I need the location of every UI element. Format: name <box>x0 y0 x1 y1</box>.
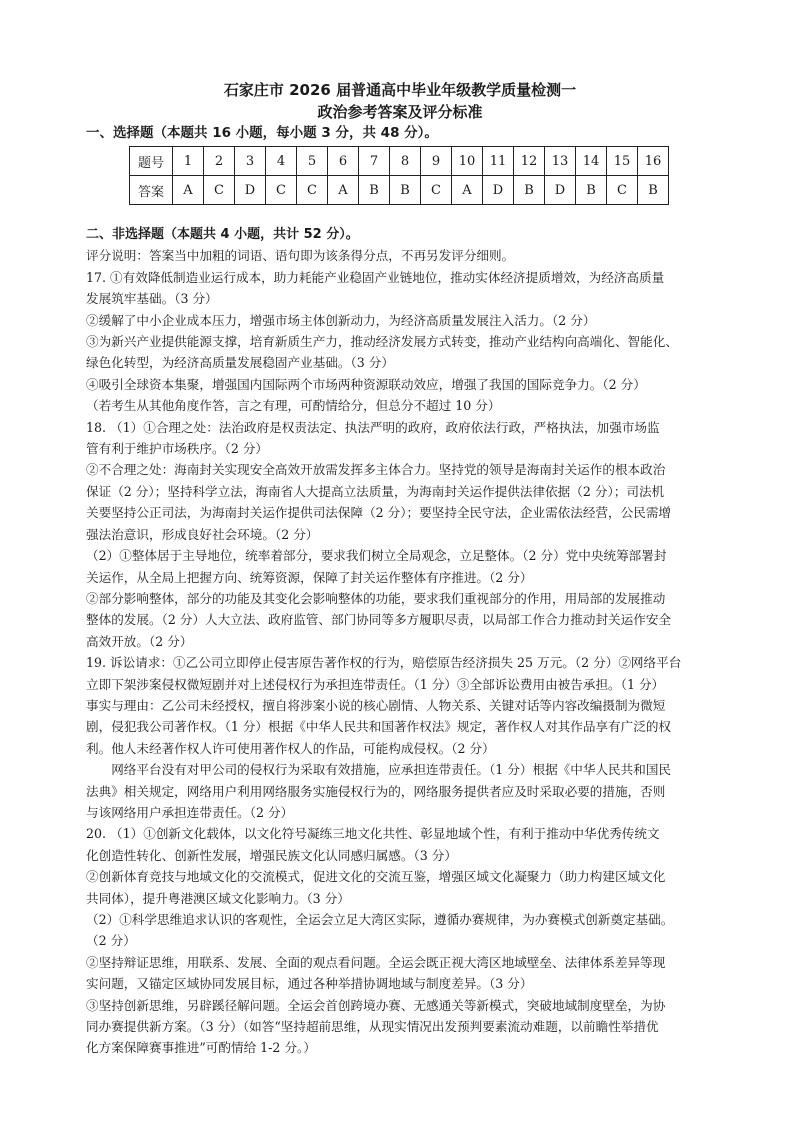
section1-heading: 一、选择题（本题共 16 小题，每小题 3 分，共 48 分）。 <box>86 125 438 141</box>
question-number-cell: 16 <box>638 147 669 176</box>
answer-cell: D <box>235 176 266 205</box>
text-line: 立即下架涉案侵权微短剧并对上述侵权行为承担连带责任。（1 分）③全部诉讼费用由被告承担。（1 分） <box>86 676 665 692</box>
section2-body <box>86 224 726 1059</box>
question-number-cell: 5 <box>297 147 328 176</box>
text-line: 化方案保障赛事推进”可酌情给 1-2 分。） <box>86 1040 316 1056</box>
text-line: 法典》相关规定，网络用户利用网络服务实施侵权行为的，网络服务提供者应及时采取必要的措施，否则 <box>86 783 666 799</box>
question-number-cell: 10 <box>452 147 483 176</box>
answer-cell: C <box>607 176 638 205</box>
question-number-cell: 2 <box>204 147 235 176</box>
document-title: 石家庄市 2026 届普通高中毕业年级教学质量检测一 <box>223 81 577 99</box>
question-number-cell: 3 <box>235 147 266 176</box>
answer-cell: A <box>173 176 204 205</box>
answer-cell: A <box>452 176 483 205</box>
answer-text-lines <box>86 245 726 1058</box>
text-line: 发展筑牢基础。（3 分） <box>86 291 218 307</box>
text-line: （若考生从其他角度作答，言之有理，可酌情给分，但总分不超过 10 分） <box>86 398 501 414</box>
question-number-cell: 6 <box>328 147 359 176</box>
text-line: 高效开放。（2 分） <box>86 633 193 649</box>
text-line: 与该网络用户承担连带责任。（2 分） <box>86 804 294 820</box>
text-line: 关要坚持公正司法，为海南封关运作提供司法保障（2 分）；要坚持全民守法，企业需依法经营，公民需增 <box>86 505 672 521</box>
question-number-cell: 1 <box>173 147 204 176</box>
answer-cell: B <box>514 176 545 205</box>
text-line: ②创新体育竞技与地域文化的交流模式，促进文化的交流互鉴，增强区域文化凝聚力（助力构建区域文化 <box>86 869 666 885</box>
text-line: 18. （1）①合理之处：法治政府是权责法定、执法严明的政府，政府依法行政，严格执法，加强市场监 <box>86 419 660 435</box>
text-line: （2）①整体居于主导地位，统率着部分，要求我们树立全局观念，立足整体。（2 分）党中央统筹部署封 <box>86 548 667 564</box>
answer-cell: C <box>204 176 235 205</box>
answer-cell: C <box>421 176 452 205</box>
text-line: 绿色化转型，为经济高质量发展稳固产业基础。（3 分） <box>86 355 394 371</box>
question-number-cell: 14 <box>576 147 607 176</box>
question-number-cell: 15 <box>607 147 638 176</box>
text-line: ②缓解了中小企业成本压力，增强市场主体创新动力，为经济高质量发展注入活力。（2 分） <box>86 312 596 328</box>
text-line: 网络平台没有对甲公司的侵权行为采取有效措施，应承担连带责任。（1 分）根据《中华人民共和国民 <box>111 762 672 778</box>
row-label-number: 题号 <box>130 147 173 176</box>
answer-row <box>130 176 669 205</box>
question-number-cell: 9 <box>421 147 452 176</box>
answer-table <box>129 146 669 205</box>
answer-cell: B <box>576 176 607 205</box>
text-line: （2 分） <box>86 933 136 949</box>
question-number-cell: 4 <box>266 147 297 176</box>
answer-cell: B <box>390 176 421 205</box>
answer-cell: D <box>483 176 514 205</box>
text-line: 评分说明：答案当中加粗的词语、语句即为该条得分点，不再另发评分细则。 <box>86 248 515 264</box>
text-line: 19. 诉讼请求：①乙公司立即停止侵害原告著作权的行为，赔偿原告经济损失 25 万元。（2 分）②网络平台 <box>86 655 682 671</box>
document-subtitle: 政治参考答案及评分标准 <box>317 103 483 121</box>
question-number-cell: 12 <box>514 147 545 176</box>
question-number-cell: 13 <box>545 147 576 176</box>
text-line: ②部分影响整体，部分的功能及其变化会影响整体的功能，要求我们重视部分的作用，用局部的发展推动 <box>86 590 666 606</box>
answer-cell: B <box>638 176 669 205</box>
text-line: 管有利于维护市场秩序。（2 分） <box>86 441 269 457</box>
answer-cell: C <box>266 176 297 205</box>
text-line: ③为新兴产业提供能源支撑，培育新质生产力，推动经济发展方式转变，推动产业结构向高端化、智能化、 <box>86 334 678 350</box>
text-line: 剧，侵犯我公司著作权。（1 分）根据《中华人民共和国著作权法》规定，著作权人对其作品享有广泛的权 <box>86 719 672 735</box>
text-line: 同办赛提供新方案。（3 分）（如答“坚持超前思维，从现实情况出发预判要素流动难题，以前瞻性举措优 <box>86 1019 659 1035</box>
text-line: 17. ①有效降低制造业运行成本，助力耗能产业稳固产业链地位，推动实体经济提质增效，为经济高质量 <box>86 269 665 285</box>
text-line: 保证（2 分）；坚持科学立法，海南省人大提高立法质量，为海南封关运作提供法律依据（2 分）；司法机 <box>86 483 665 499</box>
text-line: ④吸引全球资本集聚，增强国内国际两个市场两种资源联动效应，增强了我国的国际竞争力。（2 分） <box>86 376 646 392</box>
answer-cell: D <box>545 176 576 205</box>
question-number-cell: 8 <box>390 147 421 176</box>
text-line: ②不合理之处：海南封关实现安全高效开放需发挥多主体合力。坚持党的领导是海南封关运作的根本政治 <box>86 462 666 478</box>
text-line: 实问题，又锚定区域协同发展目标，通过各种举措协调地域与制度差异。（3 分） <box>86 976 533 992</box>
question-number-cell: 7 <box>359 147 390 176</box>
text-line: 整体的发展。（2 分）人大立法、政府监管、部门协同等多方履职尽责，以局部工作合力推动封关运作安全 <box>86 612 672 628</box>
text-line: 事实与理由：乙公司未经授权，擅自将涉案小说的核心剧情、人物关系、关键对话等内容改编摄制为微短 <box>86 697 666 713</box>
text-line: 20. （1）①创新文化载体，以文化符号凝练三地文化共性、彰显地域个性，有利于推动中华优秀传统文 <box>86 826 660 842</box>
text-line: 化创造性转化、创新性发展，增强民族文化认同感归属感。（3 分） <box>86 847 457 863</box>
text-line: 关运作，从全局上把握方向、统筹资源，保障了封关运作整体有序推进。（2 分） <box>86 569 533 585</box>
answer-cell: C <box>297 176 328 205</box>
text-line: （2）①科学思维追求认识的客观性，全运会立足大湾区实际，遵循办赛规律，为办赛模式创新奠定基础。 <box>86 912 674 927</box>
question-number-cell: 11 <box>483 147 514 176</box>
section2-heading: 二、非选择题（本题共 4 小题，共计 52 分）。 <box>86 227 359 242</box>
text-line: 共同体），提升粤港澳区域文化影响力。（3 分） <box>86 890 350 906</box>
answer-cell: A <box>328 176 359 205</box>
text-line: ③坚持创新思维，另辟蹊径解问题。全运会首创跨境办赛、无感通关等新模式，突破地域制度壁垒，为协 <box>86 997 666 1013</box>
text-line: ②坚持辩证思维，用联系、发展、全面的观点看问题。全运会既正视大湾区地域壁垒、法律体系差异等现 <box>86 954 666 970</box>
answer-cell: B <box>359 176 390 205</box>
text-line: 利。他人未经著作权人许可使用著作权人的作品，可能构成侵权。（2 分） <box>86 740 495 756</box>
row-label-answer: 答案 <box>130 176 173 205</box>
text-line: 强法治意识，形成良好社会环境。（2 分） <box>86 526 319 542</box>
question-number-row <box>130 147 669 176</box>
